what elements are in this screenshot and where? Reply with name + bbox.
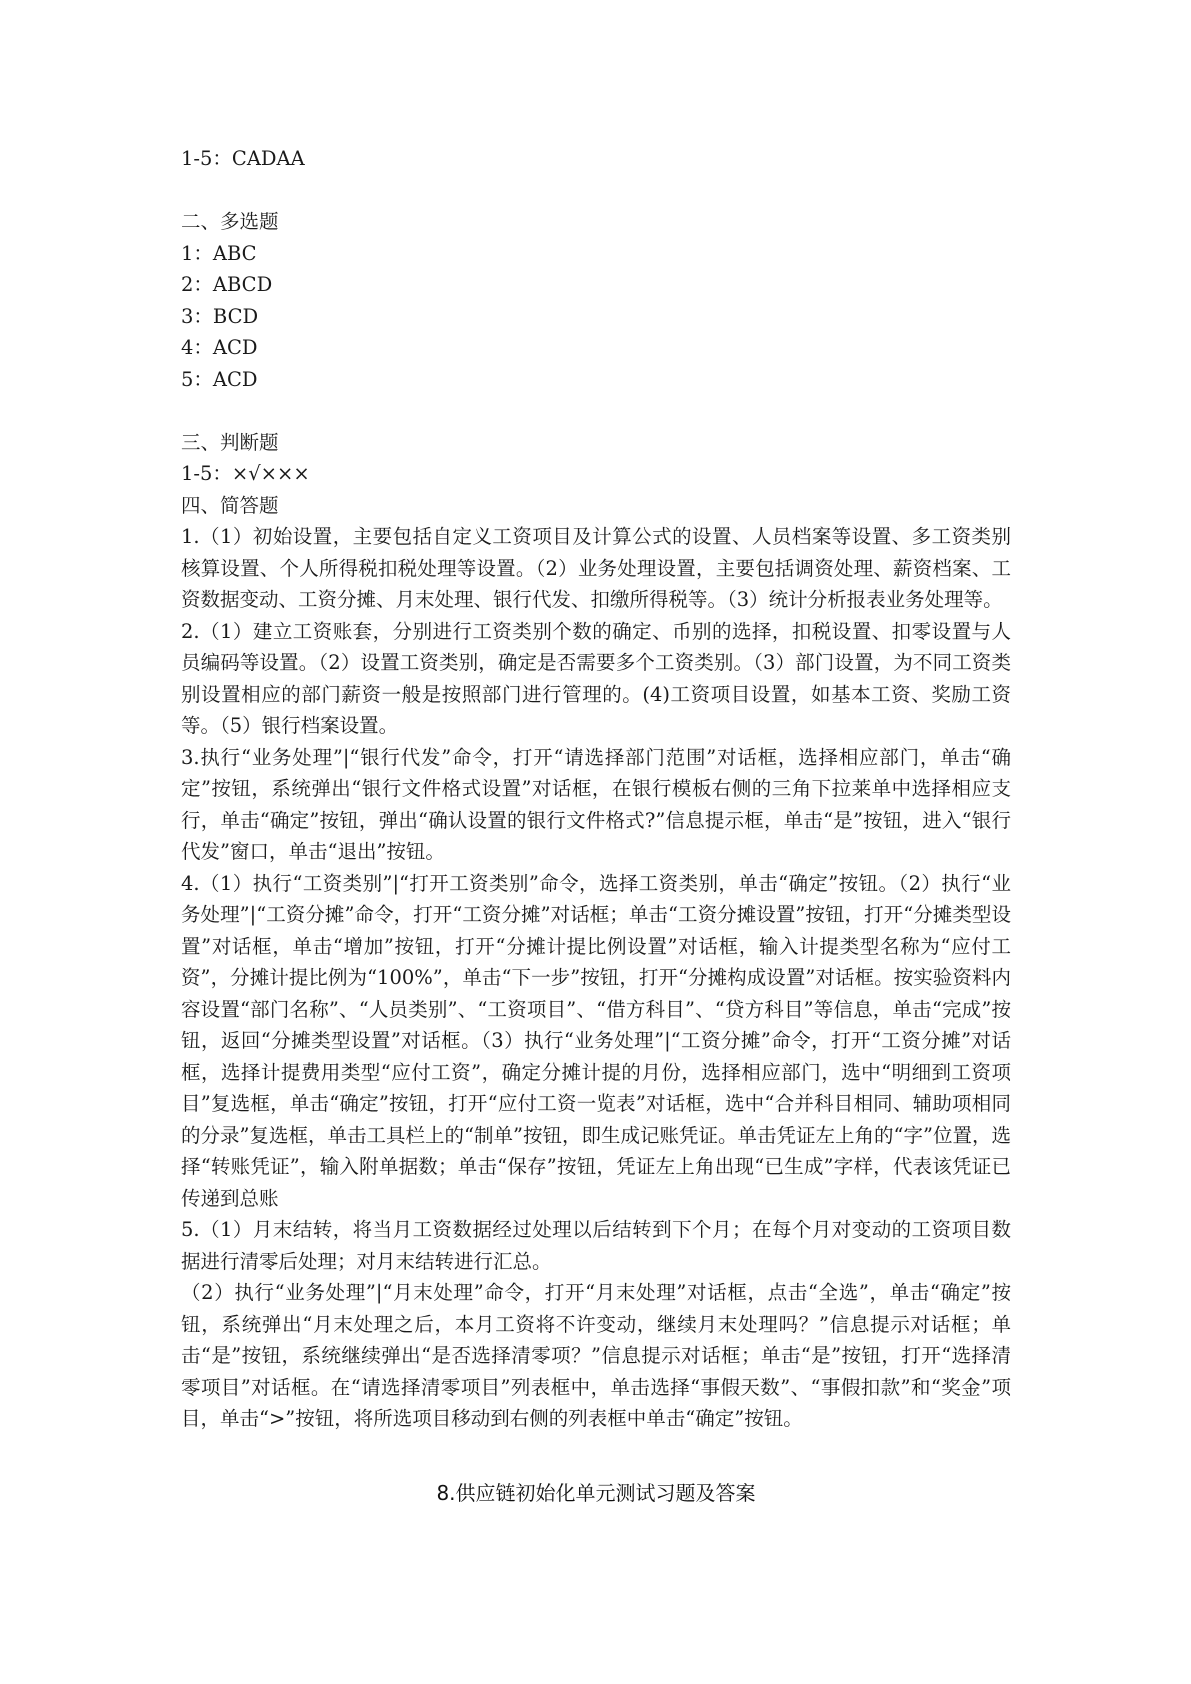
blank-line [181,395,1011,427]
multiple-choice-answer: 5：ACD [181,367,258,391]
blank-line [181,175,1011,207]
short-answer-paragraph: 1.（1）初始设置，主要包括自定义工资项目及计算公式的设置、人员档案等设置、多工资类别核算设置、个人所得税扣税处理等设置。（2）业务处理设置，主要包括调资处理、薪资档案、工资数据变动、工资分摊、月末处理、银行代发、扣缴所得税等。（3）统计分析报表业务处理等。 [181,525,1011,611]
short-answer-heading: 四、简答题 [181,493,279,517]
next-section-title: 8.供应链初始化单元测试习题及答案 [436,1481,756,1505]
multiple-choice-answer: 4：ACD [181,336,258,359]
true-false-heading: 三、判断题 [181,430,279,454]
multiple-choice-heading: 二、多选题 [181,210,279,233]
short-answer-paragraph: （2）执行“业务处理”|“月末处理”命令，打开“月末处理”对话框，点击“全选”，单击“确定”按钮，系统弹出“月末处理之后，本月工资将不许变动，继续月末处理吗？”信息提示对话框；单击“是”按钮，系统继续弹出“是否选择清零项？”信息提示对话框；单击“是”按钮，打开“选择清零项目”对话框。在“请选择清零项目”列表框中，单击选择“事假天数”、“事假扣款”和“奖金”项目，单击“>”按钮，将所选项目移动到右侧的列表框中单击“确定”按钮。 [181,1281,1011,1430]
short-answer-paragraph: 3.执行“业务处理”|“银行代发”命令，打开“请选择部门范围”对话框，选择相应部门，单击“确定”按钮，系统弹出“银行文件格式设置”对话框，在银行模板右侧的三角下拉莱单中选择相应支行，单击“确定”按钮，弹出“确认设置的银行文件格式?”信息提示框，单击“是”按钮，进入“银行代发”窗口，单击“退出”按钮。 [181,745,1011,863]
true-false-answer: 1-5：×√××× [181,462,310,485]
single-choice-answer: 1-5：CADAA [181,147,305,170]
multiple-choice-answer: 2：ABCD [181,273,273,296]
multiple-choice-answer: 3：BCD [181,304,259,328]
multiple-choice-answer: 1：ABC [181,241,257,265]
document-body [181,143,1011,1435]
short-answer-paragraph: 5.（1）月末结转，将当月工资数据经过处理以后结转到下个月；在每个月对变动的工资项目数据进行清零后处理；对月末结转进行汇总。 [181,1218,1011,1273]
short-answer-paragraph: 4.（1）执行“工资类别”|“打开工资类别”命令，选择工资类别，单击“确定”按钮。（2）执行“业务处理”|“工资分摊”命令，打开“工资分摊”对话框；单击“工资分摊设置”按钮，打开“分摊类型设置”对话框，单击“增加”按钮，打开“分摊计提比例设置”对话框，输入计提类型名称为“应付工资”，分摊计提比例为“100%”，单击“下一步”按钮，打开“分摊构成设置”对话框。按实验资料内容设置“部门名称”、“人员类别”、“工资项目”、“借方科目”、“贷方科目”等信息，单击“完成”按钮，返回“分摊类型设置”对话框。（3）执行“业务处理”|“工资分摊”命令，打开“工资分摊”对话框，选择计提费用类型“应付工资”，确定分摊计提的月份，选择相应部门，选中“明细到工资项目”复选框，单击“确定”按钮，打开“应付工资一览表”对话框，选中“合并科目相同、辅助项相同的分录”复选框，单击工具栏上的“制单”按钮，即生成记账凭证。单击凭证左上角的“字”位置，选择“转账凭证”，输入附单据数；单击“保存”按钮，凭证左上角出现“已生成”字样，代表该凭证已传递到总账 [181,871,1011,1210]
short-answer-paragraph: 2.（1）建立工资账套，分别进行工资类别个数的确定、币别的选择，扣税设置、扣零设置与人员编码等设置。（2）设置工资类别，确定是否需要多个工资类别。（3）部门设置，为不同工资类别设置相应的部门薪资一般是按照部门进行管理的。(4)工资项目设置，如基本工资、奖励工资等。（5）银行档案设置。 [181,619,1011,737]
